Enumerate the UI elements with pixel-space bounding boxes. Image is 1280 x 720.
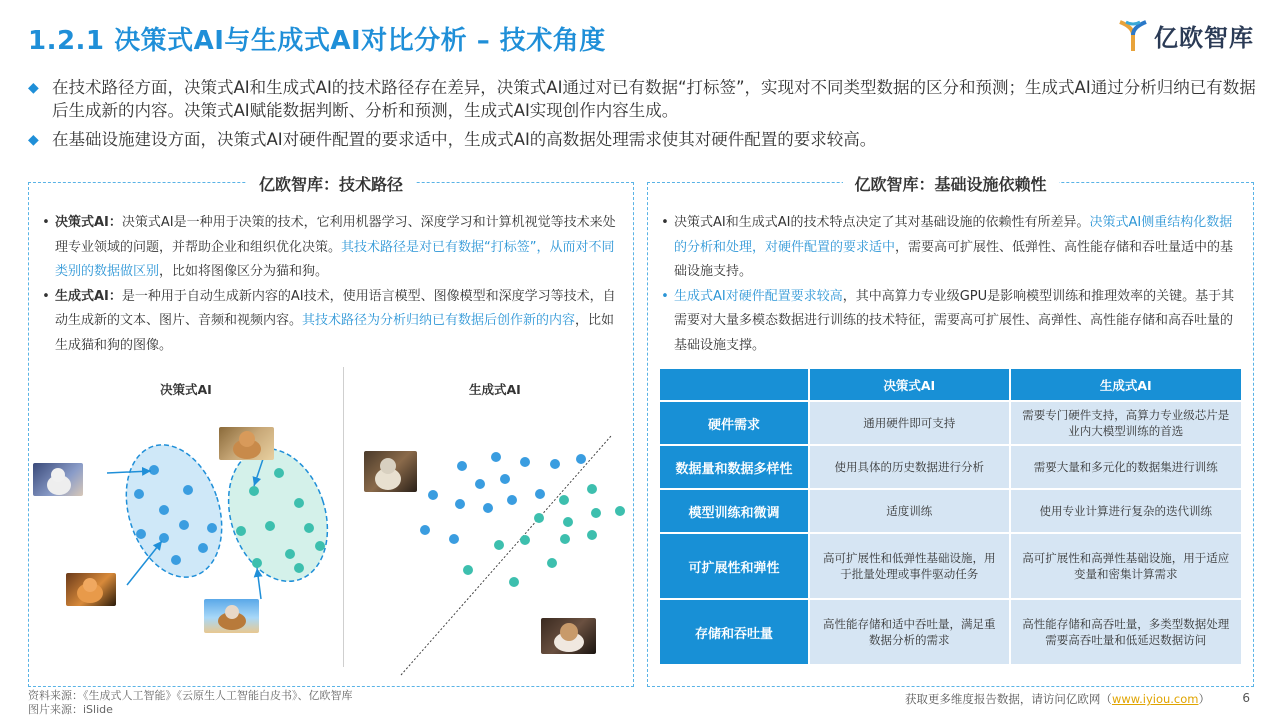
cat-photo [66,573,116,606]
highlight-text: 其技术路径为分析归纳已有数据后创作新的内容 [302,313,576,328]
table-header-row [659,368,1242,401]
table-row [659,489,1242,533]
intro-bullet [28,76,1256,122]
footer-sources [28,689,353,717]
table-cell: 高可扩展性和低弹性基础设施，用于批量处理或事件驱动任务 [809,533,1010,599]
intro-bullet [28,128,1256,152]
table-header-cell: 生成式AI [1010,368,1242,401]
panel-infrastructure [647,175,1254,687]
logo [1118,18,1254,53]
table-cell: 通用硬件即可支持 [809,401,1010,445]
scatter-teal-points [463,484,625,587]
dog-photo [204,599,259,633]
row-header: 存储和吞吐量 [659,599,809,665]
image-source-note: 图片来源：iSlide [28,703,113,716]
tech-path-diagram [29,363,635,683]
list-item: • 生成式AI：是一种用于自动生成新内容的AI技术，使用语言模型、图像模型和深度学习等技术，自动生成新的文本、图片、音频和视频内容。其技术路径为分析归纳已有数据后创作新的内容，比如生成猫和狗的图像。 [42,288,616,353]
page-number: 6 [1242,691,1250,705]
table-row [659,445,1242,489]
row-header: 可扩展性和弹性 [659,533,809,599]
row-header: 数据量和数据多样性 [659,445,809,489]
table-cell: 需要专门硬件支持，高算力专业级芯片是业内大模型训练的首选 [1010,401,1242,445]
website-link[interactable]: www.iyiou.com [1111,692,1199,706]
table-header-cell: 决策式AI [809,368,1010,401]
row-header: 模型训练和微调 [659,489,809,533]
table-cell: 需要大量和多元化的数据集进行训练 [1010,445,1242,489]
footer-cta: 获取更多维度报告数据，请访问亿欧网（www.iyiou.com） [904,692,1210,706]
highlight-text: 生成式AI对硬件配置要求较高 [674,288,843,304]
tech-path-text [37,211,623,358]
diagram-label-generative: 生成式AI [469,382,521,397]
diagram-label-decision: 决策式AI [160,382,212,397]
cat-photo [33,463,83,496]
row-header: 硬件需求 [659,401,809,445]
intro-bullet-text: 在技术路径方面，决策式AI和生成式AI的技术路径存在差异，决策式AI通过对已有数据“打标签”，实现对不同类型数据的区分和预测；生成式AI通过分析归纳已有数据后生成新的内容。决策式AI赋能数据判断、分析和预测，生成式AI实现创作内容生成。 [52,78,1256,120]
table-row [659,401,1242,445]
table-cell: 使用专业计算进行复杂的迭代训练 [1010,489,1242,533]
infrastructure-text [656,211,1243,358]
table-cell: 高性能存储和适中吞吐量，满足重数据分析的需求 [809,599,1010,665]
intro-bullet-text: 在基础设施建设方面，决策式AI对硬件配置的要求适中，生成式AI的高数据处理需求使其对硬件配置的要求较高。 [52,130,877,149]
table-cell: 适度训练 [809,489,1010,533]
term-generative-ai: 生成式AI： [55,288,122,304]
table-header-cell [659,368,809,401]
intro-bullets [28,76,1256,158]
logo-text: 亿欧智库 [1154,24,1254,52]
panel-tech-path [28,175,634,687]
list-item: • 决策式AI和生成式AI的技术特点决定了其对基础设施的依赖性有所差异。决策式AI侧重结构化数据的分析和处理，对硬件配置的要求适中，需要高可扩展性、低弹性、高性能存储和吞吐量适中的基础设施支持。 [661,215,1234,279]
table-cell: 高可扩展性和高弹性基础设施，用于适应变量和密集计算需求 [1010,533,1242,599]
list-item: • 生成式AI对硬件配置要求较高，其中高算力专业级GPU是影响模型训练和推理效率的关键。基于其需要对大量多模态数据进行训练的技术特征，需要高可扩展性、高弹性、高性能存储和高吞吐量的基础设施支撑。 [661,288,1235,353]
comparison-table [658,367,1243,666]
panel-title: 亿欧智库：技术路径 [247,172,415,195]
dog-photo [541,618,596,654]
cat-photo [364,451,417,492]
diamond-icon: ◆ [28,132,39,148]
logo-mark-icon [1118,19,1148,53]
panel-title: 亿欧智库：基础设施依赖性 [842,172,1058,195]
page-title: 1.2.1 决策式AI与生成式AI对比分析 – 技术角度 [28,26,606,56]
source-note: 资料来源：《生成式人工智能》《云原生人工智能白皮书》、亿欧智库 [28,689,353,702]
table-row [659,533,1242,599]
table-cell: 使用具体的历史数据进行分析 [809,445,1010,489]
table-row [659,599,1242,665]
highlight-text: 决策式AI侧重结构化数据的分析和处理，对硬件配置的要求适中 [674,215,1233,255]
list-item: • 决策式AI：决策式AI是一种用于决策的技术，它利用机器学习、深度学习和计算机视觉等技术来处理专业领域的问题，并帮助企业和组织优化决策。其技术路径是对已有数据“打标签”，从而对不同类别的数据做区别，比如将图像区分为猫和狗。 [42,215,616,279]
term-decision-ai: 决策式AI： [55,215,122,230]
highlight-text: 其技术路径是对已有数据“打标签”，从而对不同类别的数据做区别 [55,239,615,279]
table-cell: 高性能存储和高吞吐量，多类型数据处理需要高吞吐量和低延迟数据访问 [1010,599,1242,665]
diamond-icon: ◆ [28,80,39,96]
dog-photo [219,427,274,460]
